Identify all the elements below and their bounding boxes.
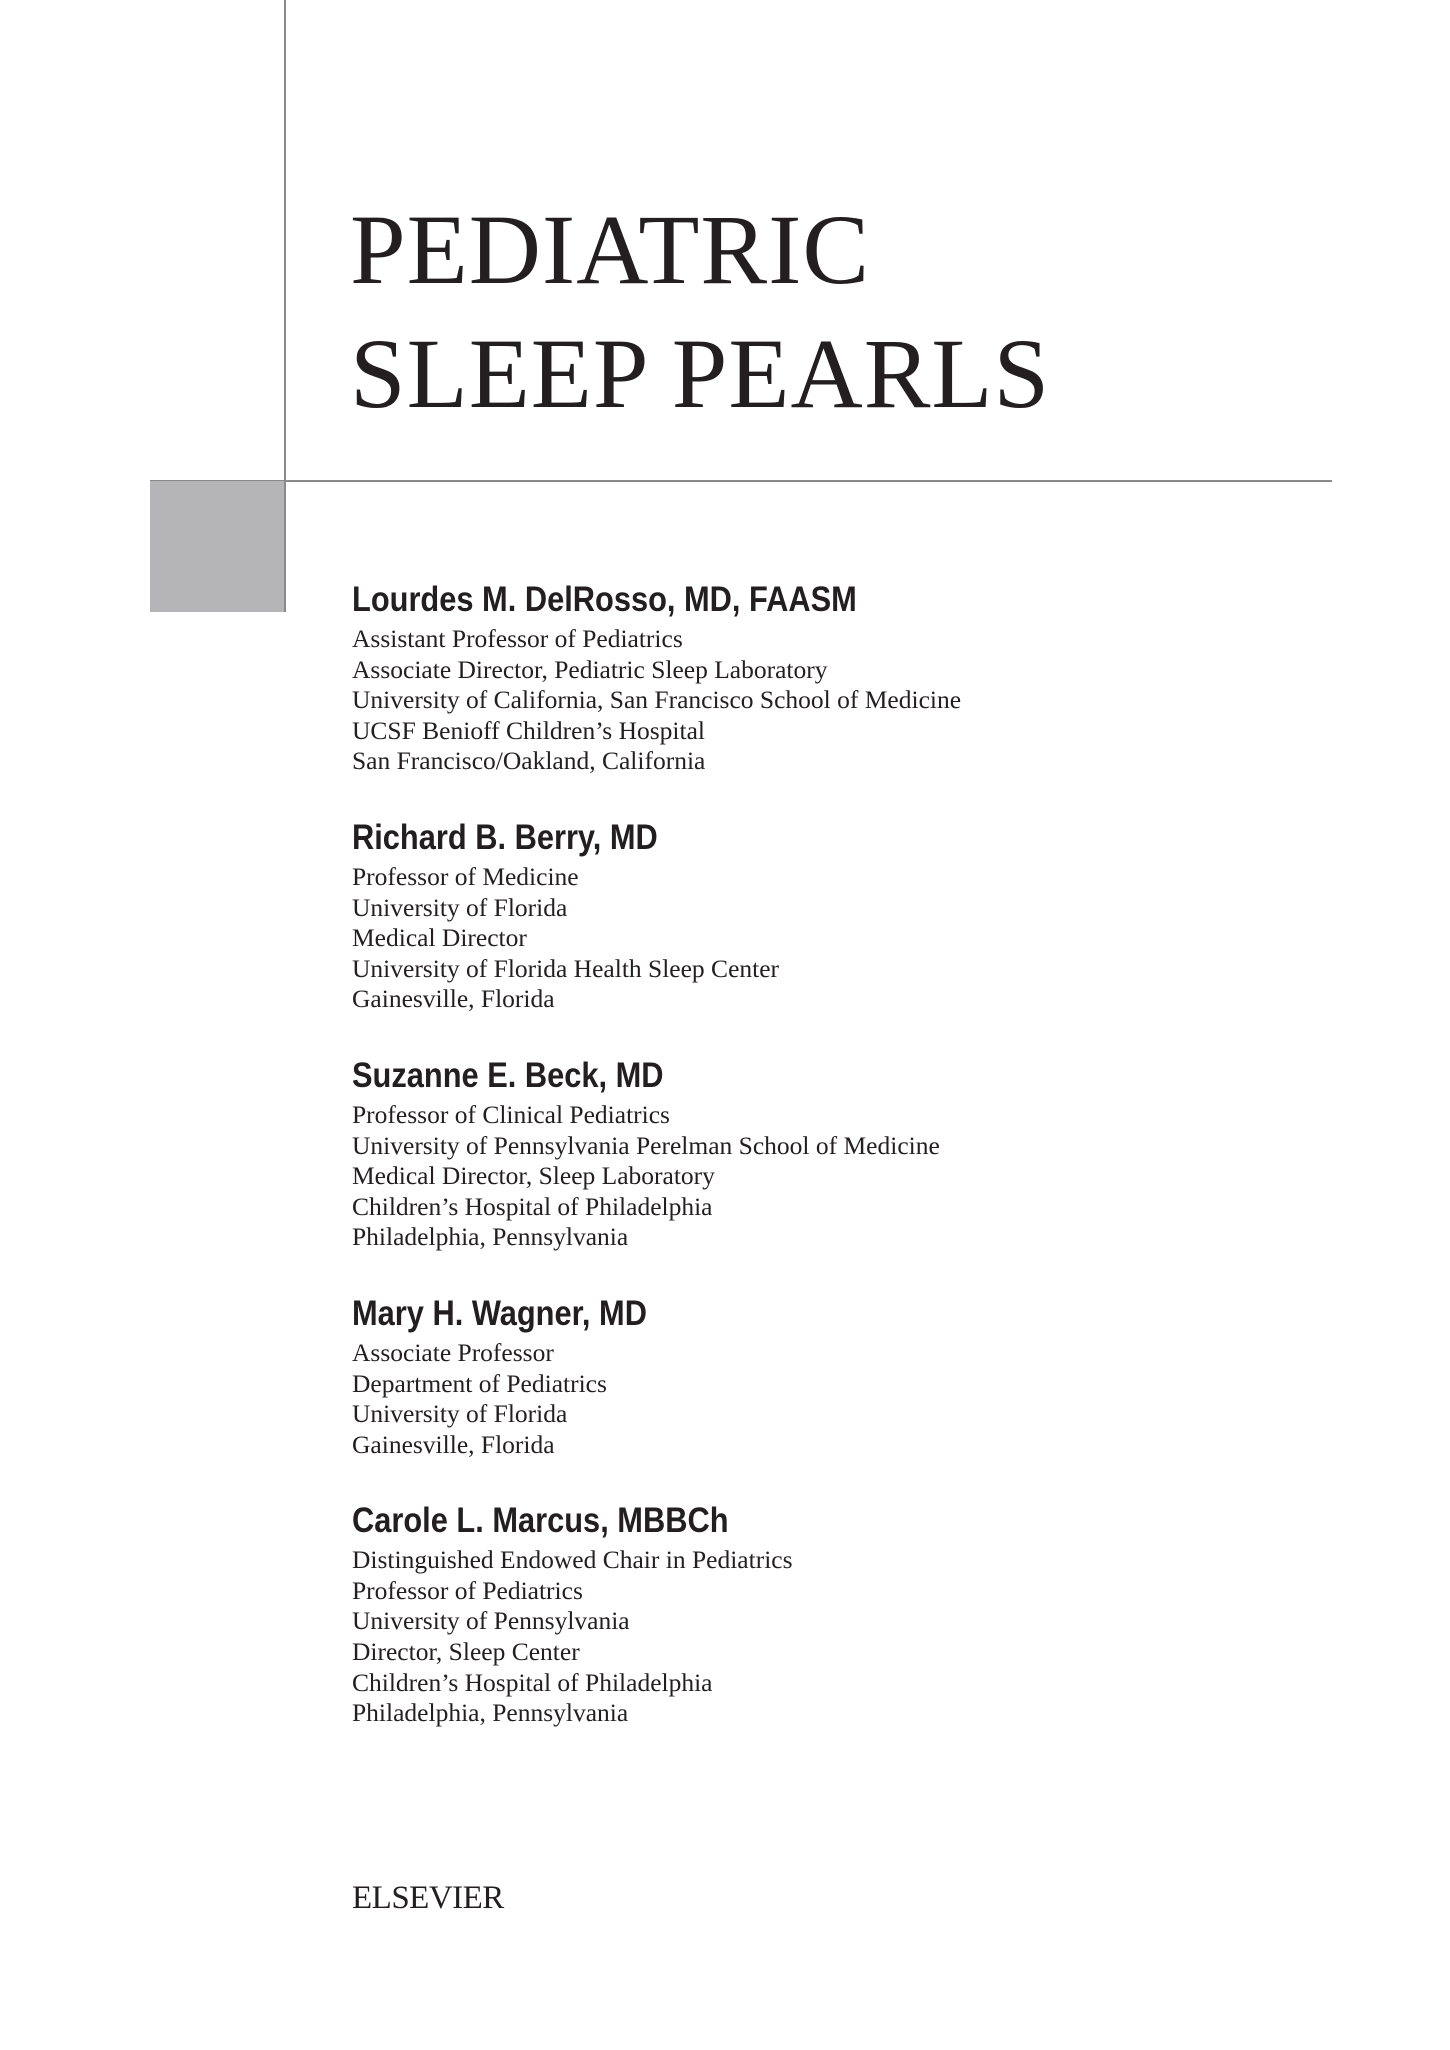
author-name: Lourdes M. DelRosso, MD, FAASM: [352, 580, 857, 619]
affiliation-line: University of California, San Francisco School of Medicine: [352, 685, 962, 715]
affiliation-line: Professor of Medicine: [352, 861, 579, 891]
author-block: [352, 1052, 1332, 1253]
affiliation-line: University of Florida: [352, 1399, 568, 1429]
affiliation-line: Assistant Professor of Pediatrics: [352, 624, 683, 653]
affiliation-line: Associate Director, Pediatric Sleep Laboratory: [352, 654, 828, 684]
author-block: [352, 576, 1332, 777]
affiliation-line: Medical Director: [352, 923, 527, 953]
affiliation-line: University of Pennsylvania: [352, 1606, 630, 1636]
gray-accent-box: [150, 481, 284, 612]
book-title-line-1: PEDIATRIC: [350, 194, 871, 305]
affiliation-line: San Francisco/Oakland, California: [352, 746, 706, 776]
author-name: Carole L. Marcus, MBBCh: [352, 1501, 729, 1541]
affiliation-line: Gainesville, Florida: [352, 1429, 555, 1459]
author-name: Mary H. Wagner, MD: [352, 1293, 647, 1333]
affiliation-line: Professor of Pediatrics: [352, 1575, 583, 1605]
affiliation-line: Professor of Clinical Pediatrics: [352, 1099, 670, 1129]
affiliation-line: Distinguished Endowed Chair in Pediatrics: [352, 1545, 793, 1575]
author-block: [352, 1497, 1332, 1729]
author-block: [352, 1290, 1332, 1460]
affiliation-line: Children’s Hospital of Philadelphia: [352, 1191, 713, 1221]
affiliation-line: University of Florida Health Sleep Center: [352, 953, 780, 983]
vertical-rule: [284, 0, 286, 612]
affiliation-line: Philadelphia, Pennsylvania: [352, 1698, 629, 1728]
publisher-name: ELSEVIER: [352, 1880, 504, 1916]
affiliation-line: Director, Sleep Center: [352, 1637, 580, 1667]
affiliation-line: Gainesville, Florida: [352, 984, 555, 1014]
affiliation-line: Medical Director, Sleep Laboratory: [352, 1161, 715, 1191]
affiliation-line: Philadelphia, Pennsylvania: [352, 1222, 629, 1252]
author-name: Richard B. Berry, MD: [352, 817, 658, 857]
book-title: [350, 188, 1050, 436]
book-title-line-2: SLEEP PEARLS: [350, 318, 1051, 429]
affiliation-line: University of Florida: [352, 892, 568, 922]
affiliation-line: UCSF Benioff Children’s Hospital: [352, 715, 706, 745]
affiliation-line: Associate Professor: [352, 1337, 554, 1367]
affiliation-line: University of Pennsylvania Perelman School of Medicine: [352, 1130, 940, 1160]
author-list: [352, 576, 1332, 1766]
horizontal-rule: [150, 480, 1332, 482]
author-name: Suzanne E. Beck, MD: [352, 1055, 664, 1095]
affiliation-line: Children’s Hospital of Philadelphia: [352, 1667, 713, 1697]
author-block: [352, 814, 1332, 1015]
affiliation-line: Department of Pediatrics: [352, 1368, 607, 1398]
